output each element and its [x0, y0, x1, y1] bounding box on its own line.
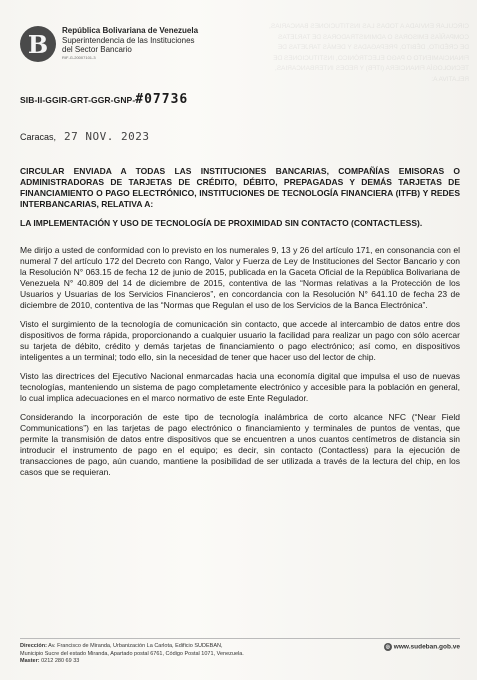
body-paragraph-4: Considerando la incorporación de este tipo de tecnología inalámbrica de corto alcance NFC (“Near Field Communications”) en las tarjetas de pago electrónico o financiamiento y terminales de puntos de ventas, que permite la transmisión de datos entre dispositivos que se encuentren a unos cuantos centímetros de distancia sin introducir el instrumento de pago en el equipo; es decir, sin contacto (Contactless) para la ejecución de transacciones de pago, aún cuando, mantiene la posibilidad de ser utilizada a través de la lectura del chip, en los casos que se requieran. [20, 412, 460, 477]
date-stamp: 27 NOV. 2023 [64, 130, 150, 143]
footer-website[interactable] [384, 643, 460, 651]
body-paragraph-2: Visto el surgimiento de la tecnología de comunicación sin contacto, que accede al intercambio de datos entre dos dispositivos de forma rápida, proporcionando a cualquier usuario la facilidad para realizar un pago con sólo acercar su tarjeta de débito, crédito y demás tarjetas de financiamiento o pago electrónico; así como, en dispositivos inteligentes a un terminal; todo ello, sin la necesidad de tener que hacer uso del lector de chip. [20, 319, 460, 362]
institution-line-3: del Sector Bancario [62, 45, 132, 54]
website-link[interactable]: www.sudeban.gob.ve [393, 643, 460, 651]
sudeban-logo-icon: B [20, 26, 56, 62]
institution-name [62, 26, 198, 61]
letterhead [20, 26, 198, 62]
institution-line-1: República Bolivariana de Venezuela [62, 26, 199, 35]
body-paragraph-1: Me dirijo a usted de conformidad con lo previsto en los numerales 9, 13 y 26 del artículo 171, en consonancia con el numeral 7 del artículo 172 del Decreto con Rango, Valor y Fuerza de Ley de Instituciones del Sector Bancario y con la Resolución N° 063.15 de fecha 12 de junio de 2015, publicada en la Gaceta Oficial de la República Bolivariana de Venezuela N° 40.809 del 14 de diciembre de 2015, contentiva de las “Normas relativas a la Protección de los Usuarios y Usuarias de los Servicios Financieros”, en concordancia con la Resolución N° 641.10 de fecha 23 de diciembre de 2010, contentiva de las “Normas que Regulan el uso de los Servicios de la Banca Electrónica”. [20, 245, 460, 310]
body-paragraph-3: Visto las directrices del Ejecutivo Nacional enmarcadas hacia una economía digital que impulsa el uso de nuevas tecnologías, manteniendo un sistema de pago completamente electrónico y accesible para la población en general, lo cual implica adecuaciones en el marco normativo de este Ente Regulador. [20, 371, 460, 403]
globe-icon: ◎ [385, 644, 390, 650]
circular-topic: LA IMPLEMENTACIÓN Y USO DE TECNOLOGÍA DE PROXIMIDAD SIN CONTACTO (CONTACTLESS). [20, 218, 423, 228]
footer-divider [20, 638, 460, 639]
bleed-through-text: CIRCULAR ENVIADA A TODAS LAS INSTITUCIONES BANCARIAS, COMPAÑÍAS EMISORAS O ADMINISTRADORAS DE TARJETAS DE CRÉDITO, DÉBITO, PREPAGADAS Y DEMÁS TARJETAS DE FINANCIAMIENTO O PAGO ELECTRÓNICO, INSTITUCIONES DE TECNOLOGÍA FINANCIERA (ITFB) Y REDES INTERBANCARIAS, RELATIVA A: [269, 23, 469, 83]
address-label: Dirección: [20, 643, 47, 649]
footer-phone [20, 658, 460, 666]
reference-number [20, 92, 188, 107]
footer [20, 643, 460, 666]
reference-stamp-number: #07736 [135, 92, 189, 107]
institution-registry: RIF-G-20007101-3 [62, 54, 96, 60]
footer-address-2: Municipio Sucre del estado Miranda, Apartado postal 6761, Código Postal 1071, Venezuela. [20, 650, 244, 657]
phone-number: 0212 280 69 33 [41, 658, 80, 664]
date-line [20, 130, 150, 143]
date-city: Caracas, [20, 132, 57, 142]
address-line-1: Av. Francisco de Miranda, Urbanización La Carlota, Edificio SUDEBAN, [48, 643, 223, 649]
letter-body [20, 166, 460, 486]
institution-line-2: Superintendencia de las Instituciones [62, 35, 195, 45]
reference-prefix: SIB-II-GGIR-GRT-GGR-GNP- [20, 95, 136, 105]
circular-subject: CIRCULAR ENVIADA A TODAS LAS INSTITUCIONES BANCARIAS, COMPAÑÍAS EMISORAS O ADMINISTRADORAS DE TARJETAS DE CRÉDITO, DÉBITO, PREPAGADAS Y DEMÁS TARJETAS DE FINANCIAMIENTO O PAGO ELECTRÓNICO, INSTITUCIONES DE TECNOLOGÍA FINANCIERA (ITFB) Y REDES INTERBANCARIAS, RELATIVA A: [20, 166, 460, 209]
phone-label: Master: [20, 658, 40, 664]
